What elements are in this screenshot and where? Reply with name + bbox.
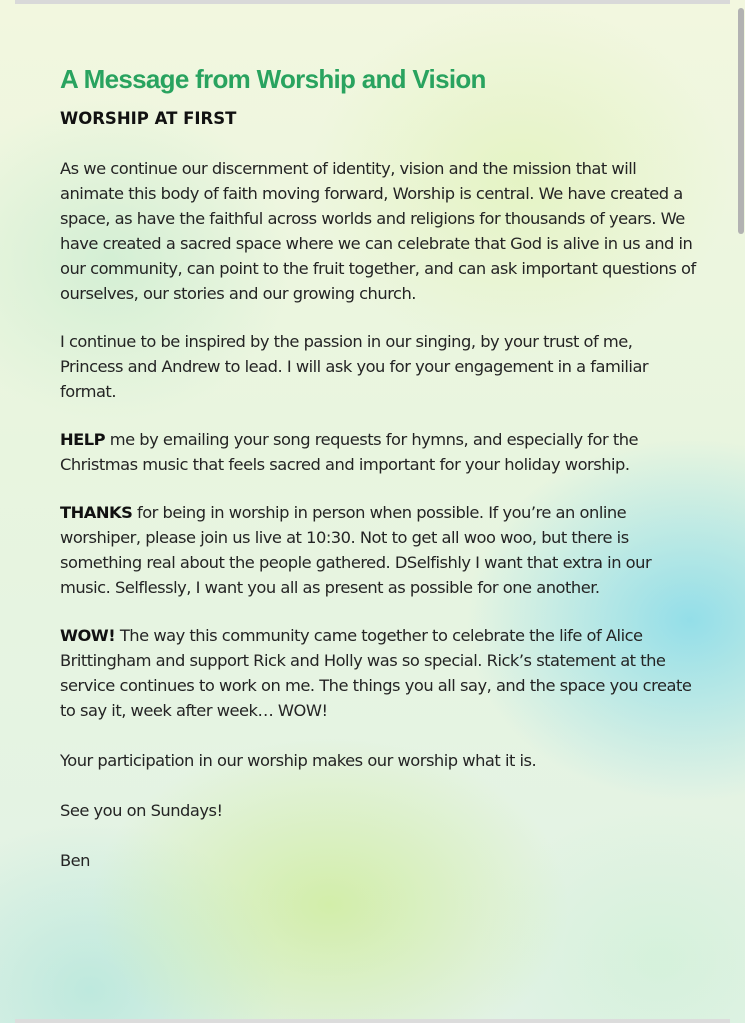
scrollbar-thumb[interactable]: [738, 8, 744, 234]
participation-paragraph: Your participation in our worship makes our worship what it is.: [60, 751, 537, 770]
signature: Ben: [60, 851, 91, 870]
inspired-paragraph: I continue to be inspired by the passion in our singing, by your trust of me, Princess and Andrew to lead. I will ask you for your engagement in a familiar format.: [60, 332, 649, 401]
help-text: me by emailing your song requests for hymns, and especially for the Christmas music that feels sacred and important for your holiday worship.: [60, 430, 639, 474]
message-page: [60, 62, 700, 873]
wow-paragraph: [60, 623, 700, 723]
wow-lead: WOW!: [60, 626, 116, 645]
thanks-lead: THANKS: [60, 503, 133, 522]
page-title: A Message from Worship and Vision: [60, 64, 486, 94]
closing-line: See you on Sundays!: [60, 801, 223, 820]
top-divider: [15, 0, 730, 4]
bottom-divider: [15, 1019, 730, 1023]
help-paragraph: [60, 427, 700, 477]
wow-text: The way this community came together to celebrate the life of Alice Brittingham and support Rick and Holly was so special. Rick’s statement at the service continues to work on me. The things you all say, and the space you create to say it, week after week… WOW!: [60, 626, 692, 720]
thanks-text: for being in worship in person when possible. If you’re an online worshiper, please join us live at 10:30. Not to get all woo woo, but there is something real about the people gathered. DSelfishly I want that extra in our music. Selflessly, I want you all as present as possible for one another.: [60, 503, 652, 597]
section-heading: WORSHIP AT FIRST: [60, 109, 237, 128]
help-lead: HELP: [60, 430, 106, 449]
thanks-paragraph: [60, 500, 700, 600]
intro-paragraph: As we continue our discernment of identity, vision and the mission that will animate this body of faith moving forward, Worship is central. We have created a space, as have the faithful across worlds and religions for thousands of years. We have created a sacred space where we can celebrate that God is alive in us and in our community, can point to the fruit together, and can ask important questions of ourselves, our stories and our growing church.: [60, 159, 696, 303]
